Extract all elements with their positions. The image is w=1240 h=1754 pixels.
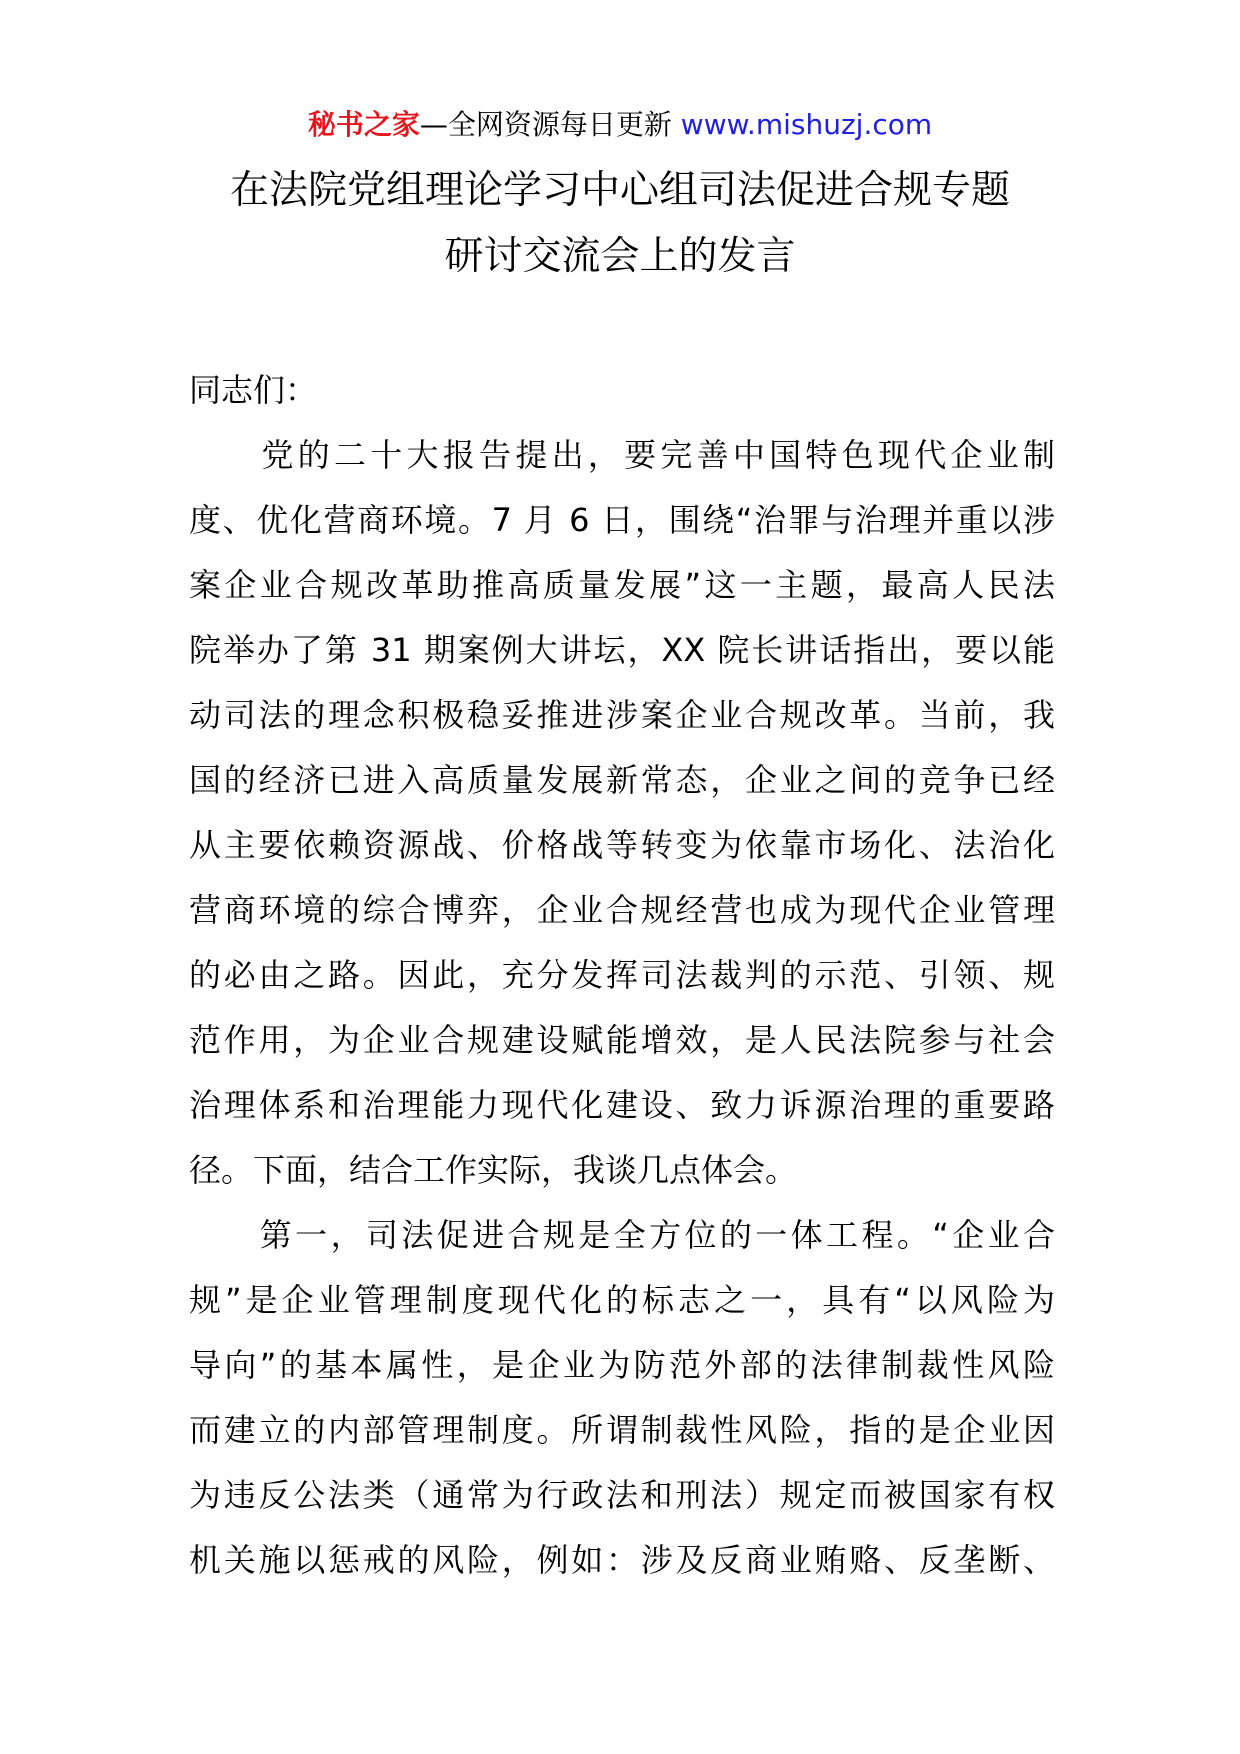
- body-line: 而建立的内部管理制度。所谓制裁性风险，指的是企业因: [189, 1411, 1055, 1449]
- body-line: 从主要依赖资源战、价格战等转变为依靠市场化、法治化: [189, 826, 1055, 864]
- body-line: 范作用，为企业合规建设赋能增效，是人民法院参与社会: [189, 1021, 1055, 1059]
- title-line: 在法院党组理论学习中心组司法促进合规专题: [229, 168, 1010, 213]
- body-line: 营商环境的综合博弈，企业合规经营也成为现代企业管理: [189, 891, 1055, 929]
- body-line: 为违反公法类（通常为行政法和刑法）规定而被国家有权: [189, 1476, 1055, 1514]
- document-title: [150, 158, 1090, 290]
- body-line: 的必由之路。因此，充分发挥司法裁判的示范、引领、规: [189, 956, 1055, 994]
- body-line: 院举办了第 31 期案例大讲坛，XX 院长讲话指出，要以能: [189, 631, 1055, 669]
- greeting: 同志们：: [189, 371, 318, 409]
- body-line: 动司法的理念积极稳妥推进涉案企业合规改革。当前，我: [189, 696, 1055, 734]
- body-line: 治理体系和治理能力现代化建设、致力诉源治理的重要路: [189, 1086, 1055, 1124]
- site-slogan: —全网资源每日更新: [419, 108, 672, 141]
- body-line: 导向”的基本属性，是企业为防范外部的法律制裁性风险: [189, 1346, 1055, 1384]
- body-line: 案企业合规改革助推高质量发展”这一主题，最高人民法: [189, 566, 1055, 604]
- site-brand: 秘书之家: [307, 108, 420, 141]
- site-header: [0, 100, 1240, 150]
- document-body: [189, 358, 1055, 1593]
- site-url[interactable]: www.mishuzj.com: [680, 108, 933, 141]
- body-line: 国的经济已进入高质量发展新常态，企业之间的竞争已经: [189, 761, 1055, 799]
- body-line: 第一，司法促进合规是全方位的一体工程。“企业合: [189, 1216, 1055, 1254]
- body-line: 径。下面，结合工作实际，我谈几点体会。: [189, 1151, 798, 1189]
- body-line: 度、优化营商环境。7 月 6 日，围绕“治罪与治理并重以涉: [189, 501, 1055, 539]
- body-line: 党的二十大报告提出，要完善中国特色现代企业制: [189, 436, 1055, 474]
- body-line: 机关施以惩戒的风险，例如：涉及反商业贿赂、反垄断、: [189, 1541, 1055, 1579]
- title-line: 研讨交流会上的发言: [444, 234, 796, 279]
- body-line: 规”是企业管理制度现代化的标志之一，具有“以风险为: [189, 1281, 1055, 1319]
